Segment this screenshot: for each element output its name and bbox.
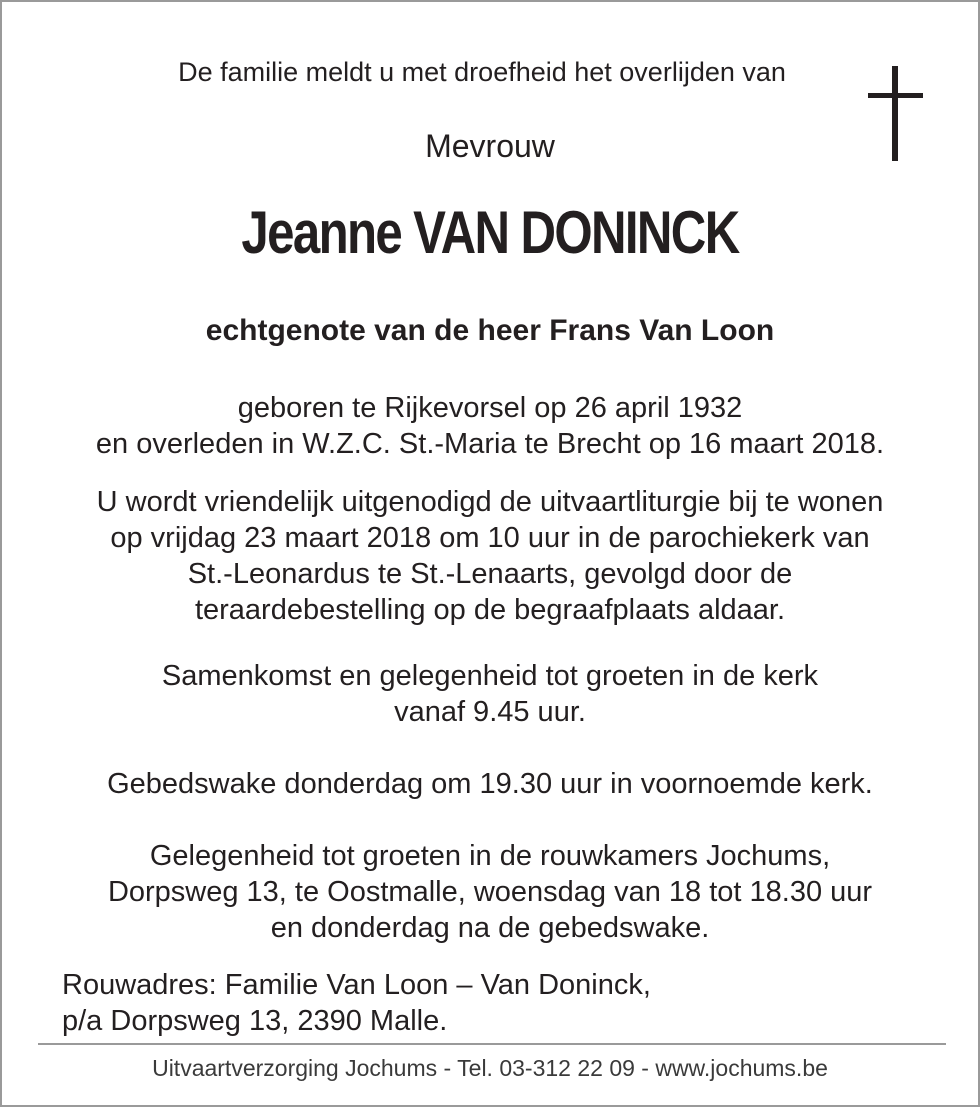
death-line: en overleden in W.Z.C. St.-Maria te Brecht op 16 maart 2018. bbox=[95, 428, 885, 460]
visitation-line: Gelegenheid tot groeten in de rouwkamers Jochums, bbox=[149, 840, 831, 872]
gathering-line: Samenkomst en gelegenheid tot groeten in de kerk bbox=[161, 660, 819, 692]
intro-text: De familie meldt u met droefheid het overlijden van bbox=[178, 57, 786, 87]
funeral-home-footer: Uitvaartverzorging Jochums - Tel. 03-312 22 09 - www.jochums.be bbox=[152, 1055, 828, 1081]
gathering-section bbox=[2, 658, 978, 730]
spouse-line: echtgenote van de heer Frans Van Loon bbox=[205, 314, 775, 347]
prayer-wake-section bbox=[2, 766, 978, 802]
visitation-section bbox=[2, 838, 978, 946]
invitation-line: teraardebestelling op de begraafplaats aldaar. bbox=[194, 594, 786, 626]
invitation-line: op vrijdag 23 maart 2018 om 10 uur in de parochiekerk van bbox=[110, 522, 870, 554]
cross-horizontal-bar bbox=[868, 93, 923, 98]
birth-death-section bbox=[2, 390, 978, 462]
mourning-address bbox=[62, 967, 651, 1039]
invitation-line: St.-Leonardus te St.-Lenaarts, gevolgd door de bbox=[187, 558, 793, 590]
address-line: Rouwadres: Familie Van Loon – Van Doninck, bbox=[62, 969, 651, 1001]
gathering-line: vanaf 9.45 uur. bbox=[394, 696, 586, 728]
deceased-name: Jeanne VAN DONINCK bbox=[241, 199, 739, 266]
birth-line: geboren te Rijkevorsel op 26 april 1932 bbox=[237, 392, 743, 424]
wake-line: Gebedswake donderdag om 19.30 uur in voornoemde kerk. bbox=[107, 768, 873, 800]
invitation-line: U wordt vriendelijk uitgenodigd de uitvaartliturgie bij te wonen bbox=[96, 486, 884, 518]
salutation: Mevrouw bbox=[425, 128, 555, 164]
address-line: p/a Dorpsweg 13, 2390 Malle. bbox=[62, 1005, 448, 1037]
visitation-line: Dorpsweg 13, te Oostmalle, woensdag van 18 tot 18.30 uur bbox=[107, 876, 873, 908]
footer-divider bbox=[38, 1043, 946, 1045]
funeral-invitation-section bbox=[2, 484, 978, 628]
visitation-line: en donderdag na de gebedswake. bbox=[270, 912, 710, 944]
